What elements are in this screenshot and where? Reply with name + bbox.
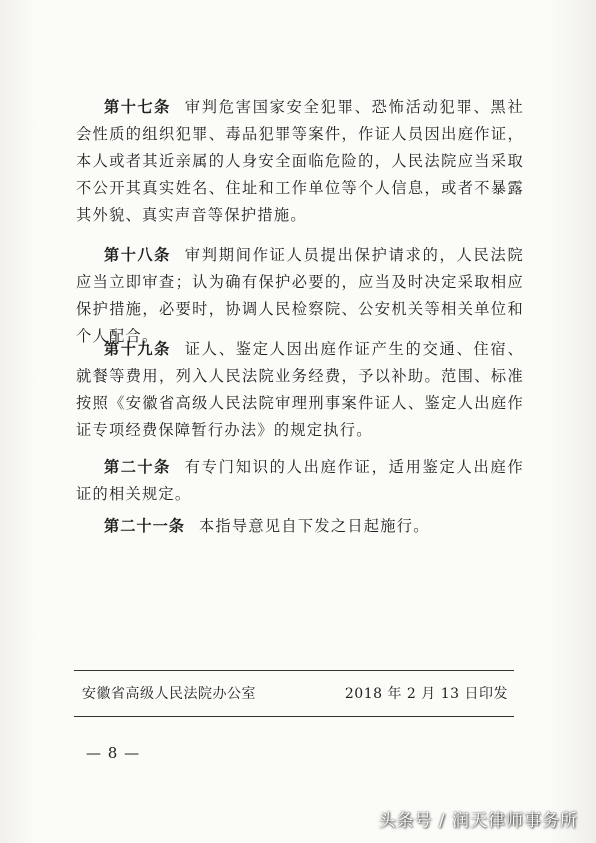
article-21 [76, 513, 524, 540]
article-text: 审判期间作证人员提出保护请求的，人民法院应当立即审查；认为确有保护必要的，应当及时决定采取相应保护措施，必要时，协调人民检察院、公安机关等相关单位和个人配合。 [76, 246, 524, 345]
article-label: 第十九条 [104, 340, 171, 358]
article-text: 本指导意见自下发之日起施行。 [198, 517, 430, 535]
page-number: — 8 — [86, 744, 141, 762]
article-18 [76, 242, 524, 350]
article-label: 第十七条 [104, 98, 171, 116]
article-label: 第二十一条 [104, 517, 185, 535]
footer-divider-top [74, 670, 514, 671]
issue-date: 2018 年 2 月 13 日印发 [344, 686, 508, 702]
issuer-name: 安徽省高级人民法院办公室 [82, 686, 256, 702]
article-text: 有专门知识的人出庭作证，适用鉴定人出庭作证的相关规定。 [76, 458, 524, 503]
article-17 [76, 94, 524, 229]
article-label: 第十八条 [104, 246, 171, 264]
article-label: 第二十条 [104, 458, 171, 476]
article-20 [76, 454, 524, 508]
article-text: 证人、鉴定人因出庭作证产生的交通、住宿、就餐等费用，列入人民法院业务经费，予以补助。范围、标准按照《安徽省高级人民法院审理刑事案件证人、鉴定人出庭作证专项经费保障暂行办法》的规定执行。 [76, 340, 524, 439]
watermark: 头条号 / 润天律师事务所 [378, 811, 578, 831]
article-text: 审判危害国家安全犯罪、恐怖活动犯罪、黑社会性质的组织犯罪、毒品犯罪等案件，作证人员因出庭作证，本人或者其近亲属的人身安全面临危险的，人民法院应当采取不公开其真实姓名、住址和工作单位等个人信息，或者不暴露其外貌、真实声音等保护措施。 [76, 98, 524, 224]
article-19 [76, 336, 524, 444]
footer-divider-bottom [74, 716, 514, 717]
